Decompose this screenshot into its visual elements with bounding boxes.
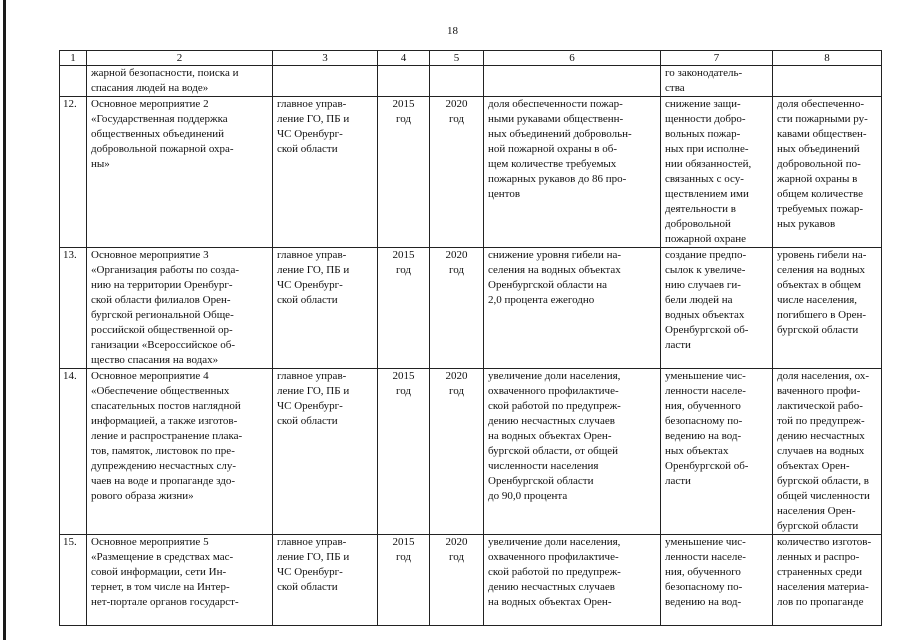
table-header-row	[60, 51, 882, 66]
header-cell-7: 7	[661, 51, 773, 66]
header-cell-3: 3	[273, 51, 378, 66]
start-year-cell: 2015 год	[378, 369, 430, 535]
end-year-cell	[430, 66, 484, 97]
row-number-cell: 14.	[60, 369, 87, 535]
executor-cell	[273, 66, 378, 97]
header-cell-8: 8	[773, 51, 882, 66]
end-year-cell: 2020 год	[430, 535, 484, 626]
row-number-cell	[60, 66, 87, 97]
consequence-cell: уменьшение чис- ленности населе- ния, обученного безопасному по- ведению на вод-	[661, 535, 773, 626]
consequence-cell: создание предпо- сылок к увеличе- нию случаев ги- бели людей на водных объектах Оренбургской об- ласти	[661, 248, 773, 369]
end-year-cell: 2020 год	[430, 97, 484, 248]
row-number-cell: 15.	[60, 535, 87, 626]
table-row	[60, 248, 882, 369]
expected-result-cell: доля обеспеченности пожар- ными рукавами общественн- ных объединений добровольн- ной пожарной охраны в об- щем количестве требуемых пожарных рукавов до 86 про- центов	[484, 97, 661, 248]
indicator-cell: уровень гибели на- селения на водных объектах в общем числе населения, погибшего в Орен- бургской области	[773, 248, 882, 369]
executor-cell: главное управ- ление ГО, ПБ и ЧС Оренбург- ской области	[273, 535, 378, 626]
event-cell: Основное мероприятие 4 «Обеспечение общественных спасательных постов наглядной информацией, а также изготов- ление и распространение плака- тов, памяток, листовок по пре- дупреждению несчастных слу- чаев на воде и пропаганде здо- рового образа жизни»	[87, 369, 273, 535]
event-cell: жарной безопасности, поиска и спасания людей на воде»	[87, 66, 273, 97]
table-row	[60, 97, 882, 248]
header-cell-4: 4	[378, 51, 430, 66]
executor-cell: главное управ- ление ГО, ПБ и ЧС Оренбург- ской области	[273, 369, 378, 535]
end-year-cell: 2020 год	[430, 248, 484, 369]
table-row-continuation	[60, 66, 882, 97]
row-number-cell: 12.	[60, 97, 87, 248]
table-row	[60, 369, 882, 535]
consequence-cell: го законодатель- ства	[661, 66, 773, 97]
start-year-cell: 2015 год	[378, 97, 430, 248]
indicator-cell: доля населения, ох- ваченного профи- лактической рабо- той по предупреж- дению несчастных случаев на водных объектах Орен- бургской области, в общей численности населения Орен- бургской области	[773, 369, 882, 535]
expected-result-cell: увеличение доли населения, охваченного профилактиче- ской работой по предупреж- дению несчастных случаев на водных объектах Орен- бургской области, от общей численности населения Оренбургской области до 90,0 процента	[484, 369, 661, 535]
program-measures-table	[59, 50, 882, 626]
executor-cell: главное управ- ление ГО, ПБ и ЧС Оренбург- ской области	[273, 97, 378, 248]
header-cell-5: 5	[430, 51, 484, 66]
row-number-cell: 13.	[60, 248, 87, 369]
indicator-cell: доля обеспеченно- сти пожарными ру- кавами обществен- ных объединений добровольной по- жарной охраны в общем количестве требуемых пожар- ных рукавов	[773, 97, 882, 248]
expected-result-cell: увеличение доли населения, охваченного профилактиче- ской работой по предупреж- дению несчастных случаев на водных объектах Орен-	[484, 535, 661, 626]
event-cell: Основное мероприятие 2 «Государственная поддержка общественных объединений добровольной пожарной охра- ны»	[87, 97, 273, 248]
header-cell-2: 2	[87, 51, 273, 66]
expected-result-cell: снижение уровня гибели на- селения на водных объектах Оренбургской области на 2,0 процента ежегодно	[484, 248, 661, 369]
start-year-cell: 2015 год	[378, 535, 430, 626]
expected-result-cell	[484, 66, 661, 97]
start-year-cell: 2015 год	[378, 248, 430, 369]
event-cell: Основное мероприятие 5 «Размещение в средствах мас- совой информации, сети Ин- тернет, в том числе на Интер- нет-портале органов государст-	[87, 535, 273, 626]
header-cell-1: 1	[60, 51, 87, 66]
start-year-cell	[378, 66, 430, 97]
indicator-cell	[773, 66, 882, 97]
table-row	[60, 535, 882, 626]
consequence-cell: снижение защи- щенности добро- вольных пожар- ных при исполне- нии обязанностей, связанных с осу- ществлением ими деятельности в добровольной пожарной охране	[661, 97, 773, 248]
end-year-cell: 2020 год	[430, 369, 484, 535]
header-cell-6: 6	[484, 51, 661, 66]
scan-edge-line	[3, 0, 6, 640]
consequence-cell: уменьшение чис- ленности населе- ния, обученного безопасному по- ведению на вод- ных объектах Оренбургской об- ласти	[661, 369, 773, 535]
page-number: 18	[447, 25, 458, 37]
executor-cell: главное управ- ление ГО, ПБ и ЧС Оренбург- ской области	[273, 248, 378, 369]
event-cell: Основное мероприятие 3 «Организация работы по созда- нию на территории Оренбург- ской области филиалов Орен- бургской региональной Обще- российской общественной ор- ганизации «Всероссийское об- щество спасания на водах»	[87, 248, 273, 369]
indicator-cell: количество изготов- ленных и распро- страненных среди населения материа- лов по пропаганде	[773, 535, 882, 626]
